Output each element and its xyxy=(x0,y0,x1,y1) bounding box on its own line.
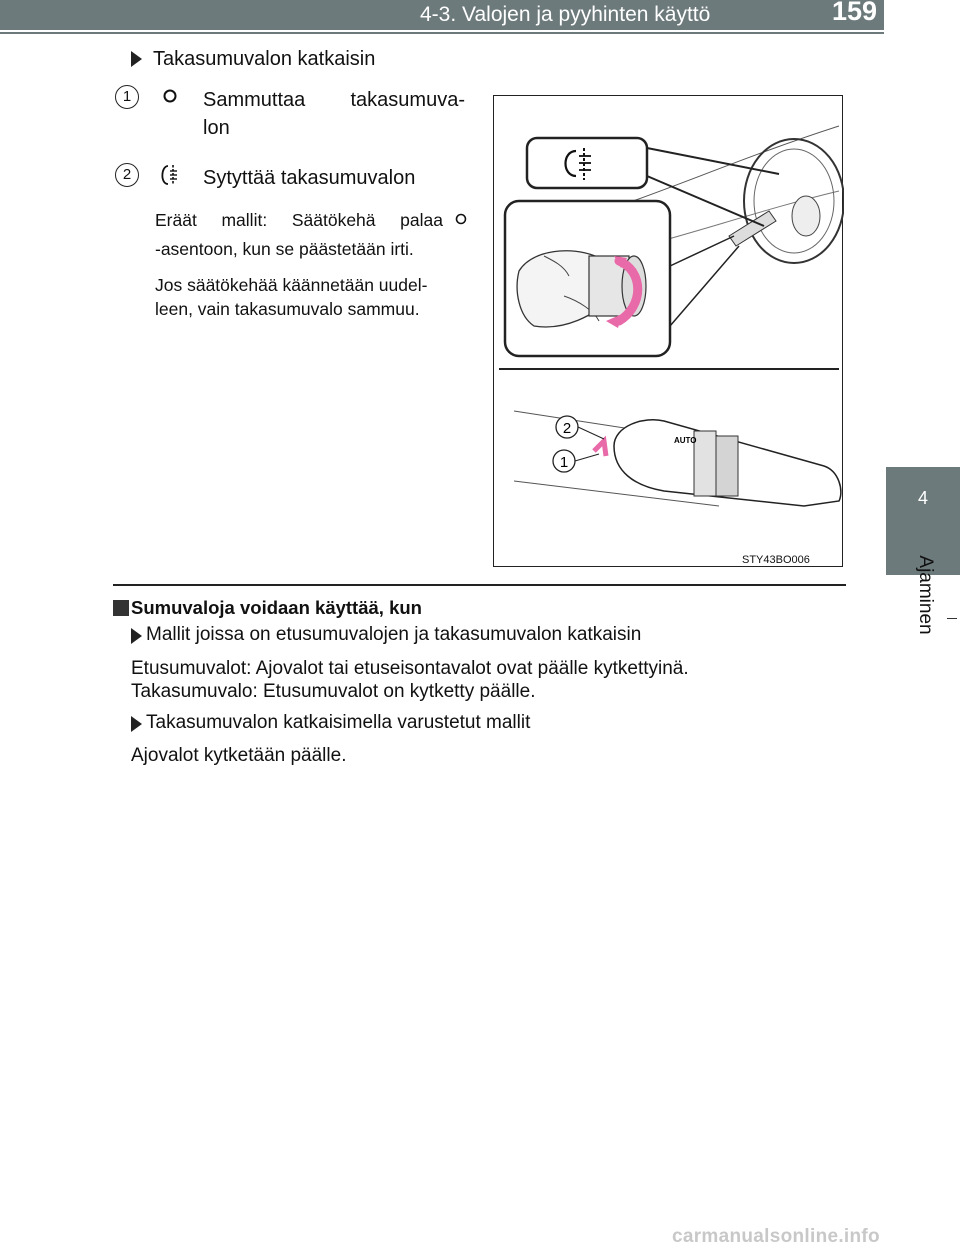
figure-callout-2: 2 xyxy=(562,420,572,437)
bullet-triangle-icon xyxy=(131,716,142,732)
watermark: carmanualsonline.info xyxy=(672,1226,880,1247)
note-line1: Eräät mallit: Säätökehä palaa xyxy=(155,210,443,230)
usage-sub2-text: Ajovalot kytketään päälle. xyxy=(131,745,347,766)
off-position-small-icon xyxy=(453,211,469,227)
item-1-text-line1: Sammuttaa takasumuva- xyxy=(203,89,465,111)
bullet-triangle-icon xyxy=(131,51,142,67)
side-dash xyxy=(947,618,957,619)
header-rule xyxy=(0,32,884,34)
bullet-triangle-icon xyxy=(131,628,142,644)
chapter-number: 4 xyxy=(917,488,928,508)
chapter-label: Ajaminen xyxy=(915,555,936,635)
figure-code: STY43BO006 xyxy=(742,554,810,566)
item-number-2: 2 xyxy=(115,163,139,187)
page-number: 159 xyxy=(832,0,878,26)
figure-callout-1: 1 xyxy=(559,454,569,471)
note2-line2: leen, vain takasumuvalo sammuu. xyxy=(155,299,420,319)
item-2-text: Sytyttää takasumuvalon xyxy=(203,167,416,189)
illustration-drawing xyxy=(494,96,844,568)
usage-sub1-line1: Etusumuvalot: Ajovalot tai etuseisontavalot ovat päälle kytkettyinä. xyxy=(131,658,689,679)
usage-heading: Sumuvaloja voidaan käyttää, kun xyxy=(131,597,422,618)
rear-fog-light-icon xyxy=(158,163,184,187)
section-title: 4-3. Valojen ja pyyhinten käyttö xyxy=(420,3,711,26)
usage-sub1: Mallit joissa on etusumuvalojen ja takasumuvalon katkaisin xyxy=(146,624,642,645)
auto-label: AUTO xyxy=(674,436,697,445)
off-position-icon xyxy=(161,87,179,105)
usage-sub2: Takasumuvalon katkaisimella varustetut mallit xyxy=(146,712,531,733)
item-number-1: 1 xyxy=(115,85,139,109)
heading-square-icon xyxy=(113,600,129,616)
note2-line1: Jos säätökehää käännetään uudel- xyxy=(155,275,428,295)
section-divider xyxy=(113,584,846,586)
rear-fog-heading: Takasumuvalon katkaisin xyxy=(153,48,376,70)
item-1-text-line2: lon xyxy=(203,117,230,139)
note-line2: -asentoon, kun se päästetään irti. xyxy=(155,239,414,259)
switch-illustration xyxy=(493,95,843,567)
usage-sub1-line2: Takasumuvalo: Etusumuvalot on kytketty päälle. xyxy=(131,681,536,702)
